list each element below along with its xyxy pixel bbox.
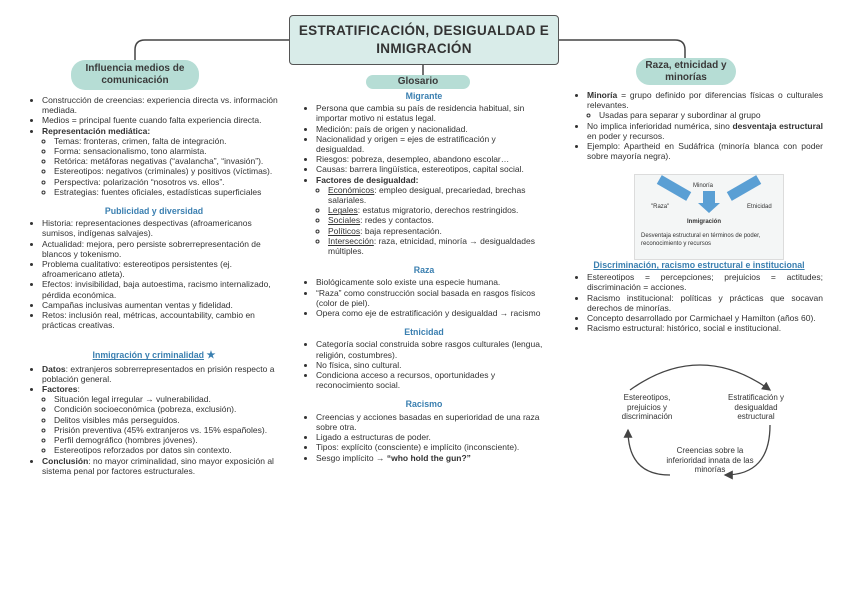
inmigracion-heading (30, 350, 278, 361)
racismo-list (304, 412, 544, 463)
right-column-bottom (575, 260, 823, 333)
list-item: ◦ Situación legal irregular → vulnerabilidad. (54, 394, 278, 404)
pill-medios-line2: comunicación (101, 75, 169, 86)
pill-raza-line2: minorías (665, 71, 707, 83)
list-item: ◦ Usadas para separar y subordinar al grupo (599, 110, 823, 120)
raza-heading: Raza (413, 265, 435, 276)
list-item: • Racismo estructural: histórico, social e institucional. (587, 323, 823, 333)
list-item: ◦ Prisión preventiva (45% extranjeros vs. 15% españoles). (54, 425, 278, 435)
pill-raza-line1: Raza, etnicidad y (645, 59, 727, 71)
factores-desigualdad-sublist (316, 185, 544, 256)
list-item: • Medición: país de origen y nacionalidad. (316, 124, 544, 134)
no-implica-text: No implica inferioridad numérica, sino (587, 120, 733, 131)
list-item: • Factores: ◦ Situación legal irregular → vulnerabilidad. ◦ Condición socioeconómica (pobreza, exclusión). ◦ Delitos visibles más perseguidos. ◦ Prisión preventiva (45% extranjeros vs. 15% españoles). ◦ Perfil demográfico (hombres jóvenes). ◦ Estereotipos reforzados por datos sin contexto. (42, 384, 278, 455)
list-item: ◦ Estrategias: fuentes oficiales, estadísticas superficiales (54, 187, 278, 197)
term-text: : empleo desigual, precariedad, brechas salariales. (328, 184, 526, 206)
cycle-arrow-top (630, 365, 770, 390)
list-item: • Biológicamente solo existe una especie humana. (316, 277, 544, 287)
migrante-list (304, 103, 544, 256)
middle-column (304, 91, 544, 463)
connector-right (557, 40, 685, 58)
list-item: • Ligado a estructuras de poder. (316, 432, 544, 442)
term-text: : baja representación. (360, 225, 442, 236)
list-item: • Medios = principal fuente cuando falta experiencia directa. (42, 115, 278, 125)
list-item: • Construcción de creencias: experiencia directa vs. información mediada. (42, 95, 278, 115)
cycle-left: Estereotipos, prejuicios y discriminación (621, 393, 673, 421)
list-item: • Nacionalidad y origen = ejes de estratificación y desigualdad. (316, 134, 544, 154)
list-item: ◦ Retórica: metáforas negativas (“avalancha”, “invasión”). (54, 156, 278, 166)
diagram-minoria: Minoría (693, 183, 714, 189)
list-item (316, 453, 544, 463)
publicidad-list (30, 218, 278, 330)
raza-list (304, 277, 544, 318)
list-item: • Creencias y acciones basadas en superioridad de una raza sobre otra. (316, 412, 544, 432)
media-list (30, 95, 278, 197)
list-item: ◦ Perspectiva: polarización “nosotros vs. ellos”. (54, 177, 278, 187)
term-text: : raza, etnicidad, minoría → desigualdades múltiples. (328, 235, 535, 257)
conclusion-text: : no mayor criminalidad, sino mayor exposición al sistema penal por factores estructurales. (42, 455, 274, 476)
no-implica-bold: desventaja estructural (732, 120, 823, 131)
list-item: • “Raza” como construcción social basada en rasgos físicos (color de piel). (316, 288, 544, 308)
representacion-sublist (42, 136, 278, 197)
list-item: • Condiciona acceso a recursos, oportunidades y reconocimiento social. (316, 370, 544, 390)
diagram-etnicidad: Etnicidad (747, 204, 772, 210)
list-item: • Concepto desarrollado por Carmichael y Hamilton (años 60). (587, 313, 823, 323)
list-item: • Ejemplo: Apartheid en Sudáfrica (minoría blanca con poder sobre mayoría negra). (587, 141, 823, 161)
sesgo-text: Sesgo implícito → (316, 452, 387, 463)
pill-medios (71, 60, 199, 90)
inmigracion-list (30, 364, 278, 476)
datos-text: : extranjeros sobrerrepresentados en prisión respecto a población general. (42, 363, 275, 384)
conclusion-label: Conclusión (42, 455, 89, 466)
pill-glosario (366, 75, 470, 89)
list-item (328, 236, 544, 256)
datos-label: Datos (42, 363, 66, 374)
list-item (42, 364, 278, 384)
racismo-heading: Racismo (405, 399, 443, 410)
list-item: • Efectos: invisibilidad, baja autoestima, racismo internalizado, pérdida económica. (42, 279, 278, 299)
cycle-bottom: Creencias sobre la inferioridad innata de las minorías (666, 446, 754, 474)
discrim-list (575, 272, 823, 333)
list-item (316, 175, 544, 257)
cycle-right: Estratificación y desigualdad estructural (727, 393, 785, 421)
list-item (42, 126, 278, 197)
list-item: • Causas: barrera lingüística, estereotipos, capital social. (316, 164, 544, 174)
inmigracion-heading-text: Inmigración y criminalidad (92, 350, 205, 361)
connector-left (135, 40, 289, 60)
list-item: • Historia: representaciones despectivas (afroamericanos sumisos, indígenas salvajes). (42, 218, 278, 238)
list-item (587, 121, 823, 141)
list-item (587, 90, 823, 121)
term: Legales (328, 205, 358, 216)
list-item: ◦ Forma: sensacionalismo, tono alarmista. (54, 146, 278, 156)
sesgo-quote: “who hold the gun?” (386, 452, 471, 463)
main-title (289, 15, 559, 65)
list-item: ◦ Estereotipos: negativos (criminales) y positivos (víctimas). (54, 166, 278, 176)
list-item (42, 456, 278, 476)
pill-glosario-label: Glosario (397, 76, 439, 87)
list-item: • No física, sino cultural. (316, 360, 544, 370)
term: Económicos (328, 184, 375, 195)
diagram-caption1: Desventaja estructural en términos de poder, (641, 233, 761, 239)
list-item: • Persona que cambia su país de residencia habitual, sin importar motivo ni estatus legal. (316, 103, 544, 123)
etnicidad-list (304, 339, 544, 390)
list-item: ◦ Temas: fronteras, crimen, falta de integración. (54, 136, 278, 146)
diagram-raza: "Raza" (651, 204, 670, 210)
list-item: • Riesgos: pobreza, desempleo, abandono escolar… (316, 154, 544, 164)
minoria-sublist (587, 110, 823, 120)
diagram-inmigracion: Inmigración (687, 219, 722, 225)
etnicidad-heading: Etnicidad (404, 327, 444, 338)
factores-label: Factores (42, 384, 78, 395)
list-item: • Problema cualitativo: estereotipos persistentes (ej. afroamericano atleta). (42, 259, 278, 279)
term-text: : redes y contactos. (360, 215, 434, 226)
minoria-label: Minoría (587, 90, 618, 100)
list-item: • Opera como eje de estratificación y desigualdad → racismo (316, 308, 544, 318)
list-item: • Campañas inclusivas aumentan ventas y fidelidad. (42, 300, 278, 310)
right-column-top (575, 90, 823, 161)
list-item: • Retos: inclusión real, métricas, accountability, cambio en prácticas creativas. (42, 310, 278, 330)
list-item (328, 215, 544, 225)
list-item: • Racismo institucional: políticas y prácticas que socavan derechos de minorías. (587, 293, 823, 313)
representacion-label: Representación mediática: (42, 125, 151, 136)
term: Intersección (328, 235, 374, 246)
list-item: ◦ Delitos visibles más perseguidos. (54, 415, 278, 425)
minoria-list (575, 90, 823, 161)
factores-sublist (42, 394, 278, 455)
no-implica-end: en poder y recursos. (587, 130, 665, 141)
list-item: ◦ Perfil demográfico (hombres jóvenes). (54, 435, 278, 445)
list-item: • Tipos: explícito (consciente) e implícito (inconsciente). (316, 442, 544, 452)
publicidad-heading: Publicidad y diversidad (104, 206, 204, 217)
arrow-down (698, 191, 720, 213)
list-item: ◦ Condición socioeconómica (pobreza, exclusión). (54, 404, 278, 414)
pill-raza (636, 58, 736, 85)
star-icon: ★ (206, 350, 216, 362)
arrow-right (727, 175, 761, 201)
list-item: ◦ Estereotipos reforzados por datos sin contexto. (54, 445, 278, 455)
term: Políticos (328, 225, 361, 236)
factores-desigualdad-label: Factores de desigualdad: (316, 174, 419, 185)
main-title-line1: ESTRATIFICACIÓN, DESIGUALDAD E (298, 23, 550, 38)
discrim-heading: Discriminación, racismo estructural e institucional (593, 260, 805, 270)
list-item (328, 205, 544, 215)
minoria-text: = grupo definido por diferencias físicas o culturales relevantes. (587, 90, 823, 111)
migrante-heading: Migrante (405, 91, 443, 101)
term-text: : estatus migratorio, derechos restringidos. (357, 205, 519, 216)
minoria-diagram (634, 174, 784, 260)
arrow-left (657, 175, 691, 201)
pill-medios-line1: Influencia medios de (85, 63, 185, 74)
list-item: • Actualidad: mejora, pero persiste sobrerrepresentación de blancos y tokenismo. (42, 239, 278, 259)
main-title-line2: INMIGRACIÓN (376, 41, 472, 56)
list-item (328, 185, 544, 205)
term: Sociales (328, 215, 361, 226)
list-item (328, 226, 544, 236)
left-column (30, 95, 278, 476)
diagram-caption2: reconocimiento y recursos (641, 241, 712, 247)
list-item: • Categoría social construida sobre rasgos culturales (lengua, religión, costumbres). (316, 339, 544, 359)
list-item: • Estereotipos = percepciones; prejuicios = actitudes; discriminación = acciones. (587, 272, 823, 292)
